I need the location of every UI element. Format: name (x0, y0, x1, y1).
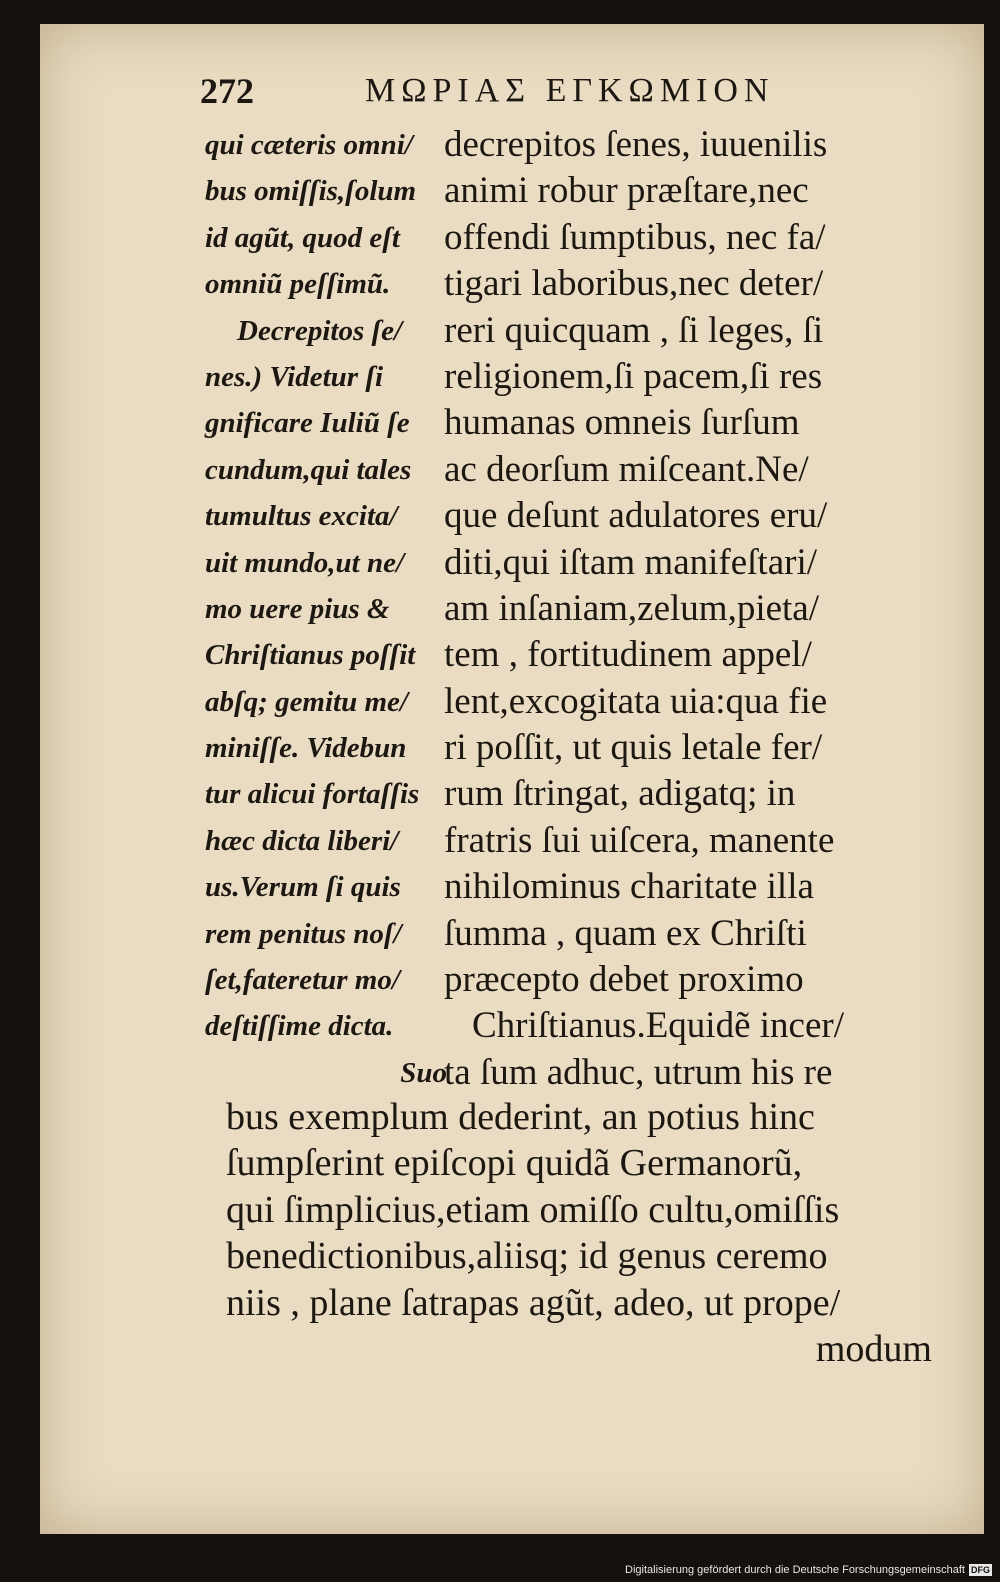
text-line: offendi ſumptibus, nec fa/ (444, 216, 826, 258)
margin-note-line: nes.) Videtur ſi (205, 360, 384, 393)
digitization-credit (625, 1564, 992, 1576)
dfg-logo: DFG (971, 1565, 990, 1575)
margin-note-line: miniſſe. Videbun (205, 732, 407, 765)
margin-note-line: cundum,qui tales (205, 453, 412, 486)
text-line: que deſunt adulatores eru/ (444, 495, 828, 537)
margin-note-line: ſet,fateretur mo/ (205, 964, 400, 997)
text-line: ri poſſit, ut quis letale fer/ (444, 727, 823, 769)
margin-note-line: uit mundo,ut ne/ (205, 546, 405, 579)
text-line: tigari laboribus,nec deter/ (444, 263, 824, 305)
margin-note-line: gnificare Iuliũ ſe (205, 407, 410, 440)
margin-note-line: tumultus excita/ (205, 500, 398, 533)
text-line: nihilominus charitate illa (444, 866, 814, 908)
text-line: ac deorſum miſceant.Ne/ (444, 448, 809, 490)
catchword: modum (815, 1327, 932, 1370)
margin-note-line: abſq; gemitu me/ (205, 685, 408, 718)
margin-note-line: omniũ peſſimũ. (205, 268, 391, 301)
text-line: Chriſtianus.Equidẽ incer/ (472, 1005, 844, 1047)
text-line: præcepto debet proximo (444, 959, 804, 1001)
main-text-column (444, 122, 914, 1096)
text-line: decrepitos ſenes, iuuenilis (444, 124, 828, 165)
text-line: fratris ſui uiſcera, manente (444, 819, 835, 861)
text-line: ſumma , quam ex Chriſti (444, 912, 807, 954)
text-line: niis , plane ſatrapas agũt, adeo, ut prope/ (226, 1281, 841, 1324)
margin-notes-column (205, 122, 455, 1096)
text-line: reri quicquam , ſi leges, ſi (444, 309, 824, 351)
credit-text: Digitalisierung gefördert durch die Deutsche Forschungsgemeinschaft (625, 1564, 965, 1576)
running-title: ΜΩΡΙΑΣ ΕΓΚΩΜΙΟΝ (365, 72, 775, 109)
text-line: tem , fortitudinem appel/ (444, 634, 812, 676)
page-header (200, 70, 940, 120)
catchword-margin: Suo (400, 1056, 447, 1089)
text-line: religionem,ſi pacem,ſi res (444, 355, 823, 397)
margin-note-line: deſtiſſime dicta. (205, 1010, 394, 1043)
text-line: ta ſum adhuc, utrum his re (444, 1051, 833, 1093)
margin-note-line: qui cæteris omni/ (205, 129, 413, 161)
margin-note-line: Chriſtianus poſſit (205, 639, 416, 672)
text-line: animi robur præſtare,nec (444, 170, 809, 212)
margin-note-line: bus omiſſis,ſolum (205, 175, 417, 208)
text-line: am inſaniam,zelum,pieta/ (444, 587, 820, 629)
margin-note-line: Decrepitos ſe/ (237, 314, 403, 347)
margin-note-line: rem penitus noſ/ (205, 917, 402, 950)
text-line: rum ſtringat, adigatq; in (444, 773, 796, 815)
margin-note-line: id agũt, quod eſt (205, 221, 400, 254)
text-line: qui ſimplicius,etiam omiſſo cultu,omiſſis (226, 1188, 840, 1231)
margin-note-line: hæc dicta liberi/ (205, 824, 399, 857)
page-number: 272 (200, 71, 254, 111)
text-line: bus exemplum dederint, an potius hinc (226, 1096, 815, 1138)
margin-note-line: tur alicui fortaſſis (205, 778, 420, 811)
text-line: humanas omneis ſurſum (444, 402, 800, 444)
text-line: diti,qui iſtam manifeſtari/ (444, 541, 817, 583)
margin-note-line: us.Verum ſi quis (205, 871, 401, 904)
margin-note-line: mo uere pius & (205, 592, 390, 625)
full-width-text (226, 1094, 938, 1372)
text-line: benedictionibus,aliisq; id genus ceremo (226, 1235, 828, 1278)
text-line: lent,excogitata uia:qua fie (444, 680, 828, 722)
text-line: ſumpſerint epiſcopi quidã Germanorũ, (226, 1142, 803, 1185)
